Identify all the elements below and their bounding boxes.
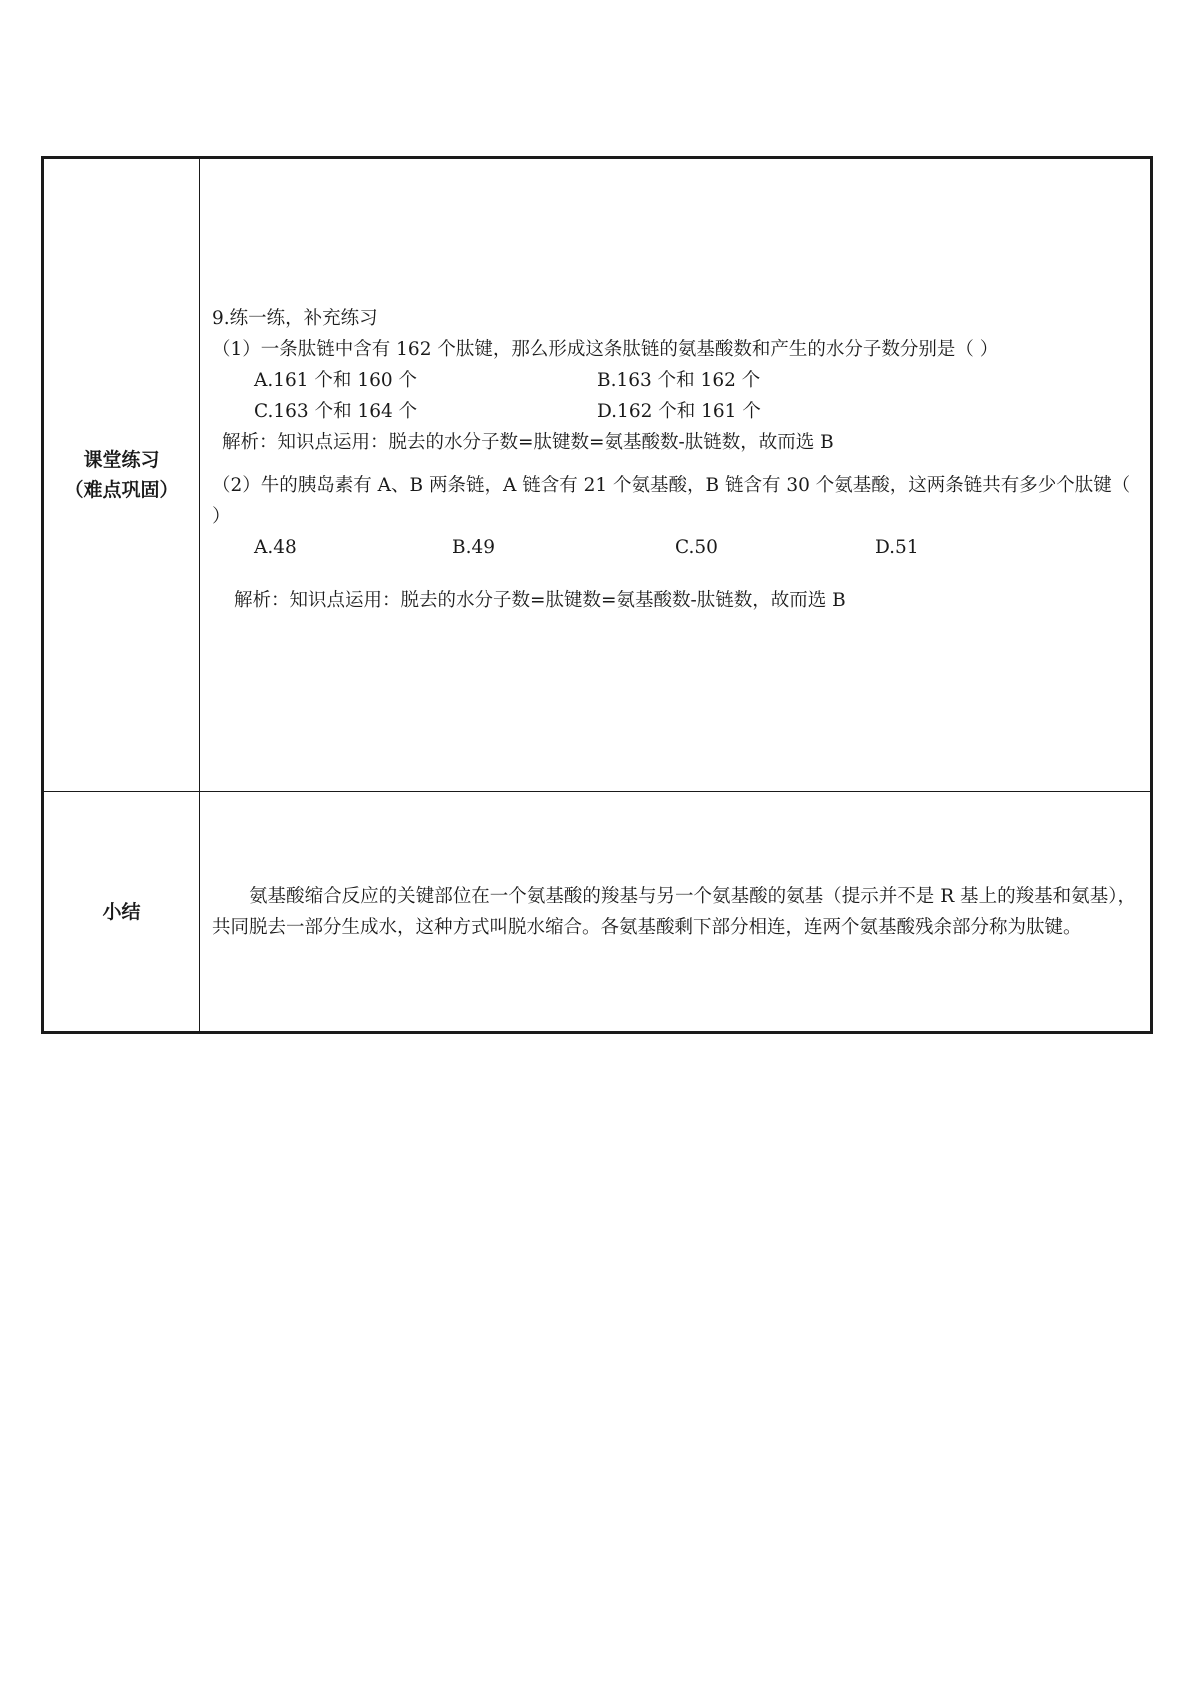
question-1-option-a: A.161 个和 160 个 (254, 370, 418, 391)
practice-content-cell (200, 158, 1152, 792)
question-2-analysis: 解析：知识点运用：脱去的水分子数=肽键数=氨基酸数-肽链数，故而选 B (234, 590, 846, 611)
practice-sublabel: （难点巩固） (64, 479, 179, 501)
summary-label: 小结 (102, 900, 141, 923)
question-2-options-row (212, 532, 1136, 563)
question-2-stem: （2）牛的胰岛素有 A、B 两条链，A 链含有 21 个氨基酸，B 链含有 30 个氨基酸，这两条链共有多少个肽键（ ） (212, 475, 1131, 527)
summary-label-cell (43, 792, 200, 1033)
question-1-option-c: C.163 个和 164 个 (254, 401, 418, 422)
lesson-table (41, 156, 1153, 1034)
practice-label: 课堂练习 (83, 449, 160, 471)
practice-label-cell (43, 158, 200, 792)
question-1-options-row-2 (212, 396, 1136, 427)
exercise-heading: 9.练一练，补充练习 (212, 308, 378, 329)
question-1-option-b: B.163 个和 162 个 (597, 370, 761, 391)
summary-text: 氨基酸缩合反应的关键部位在一个氨基酸的羧基与另一个氨基酸的氨基（提示并不是 R 基上的羧基和氨基），共同脱去一部分生成水，这种方式叫脱水缩合。各氨基酸剩下部分相连，连两个氨基酸残余部分称为肽键。 (212, 885, 1136, 938)
question-2-option-d: D.51 (875, 537, 919, 558)
question-1-option-d: D.162 个和 161 个 (597, 401, 761, 422)
practice-row (43, 158, 1152, 792)
question-1-options-row-1 (212, 365, 1136, 396)
question-1-analysis: 解析：知识点运用：脱去的水分子数=肽键数=氨基酸数-肽链数，故而选 B (222, 432, 834, 453)
question-1-stem: （1）一条肽链中含有 162 个肽键，那么形成这条肽链的氨基酸数和产生的水分子数分别是（ ） (212, 339, 999, 360)
summary-row (43, 792, 1152, 1033)
summary-content-cell (200, 792, 1152, 1033)
question-2-option-a: A.48 (254, 537, 297, 558)
question-2-option-c: C.50 (675, 537, 718, 558)
question-2-option-b: B.49 (452, 537, 496, 558)
